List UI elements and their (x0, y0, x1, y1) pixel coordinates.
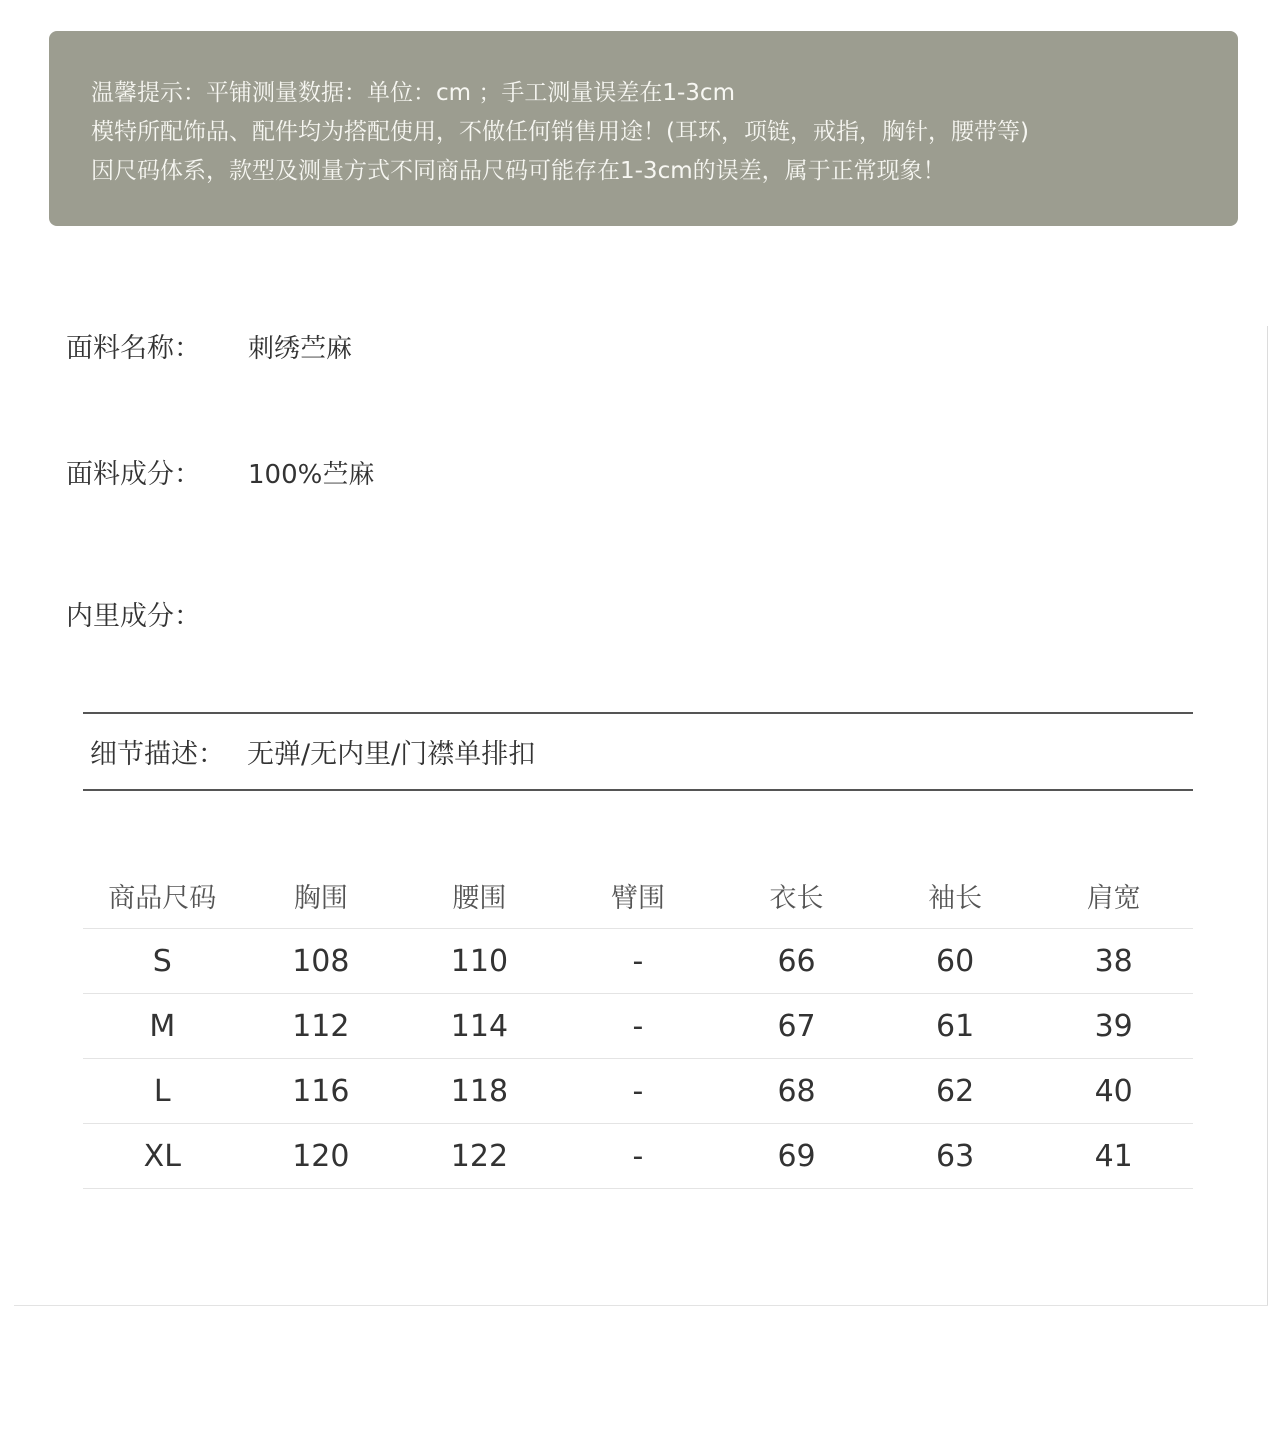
table-cell: 63 (876, 1124, 1035, 1189)
table-cell: L (83, 1059, 242, 1124)
table-cell: 114 (400, 994, 559, 1059)
table-cell: XL (83, 1124, 242, 1189)
table-cell: 60 (876, 929, 1035, 994)
table-row (83, 929, 1193, 994)
table-cell: 122 (400, 1124, 559, 1189)
table-cell: 61 (876, 994, 1035, 1059)
table-cell: - (559, 994, 718, 1059)
table-cell: 112 (242, 994, 401, 1059)
table-cell: 41 (1034, 1124, 1193, 1189)
detail-row (90, 732, 535, 771)
table-cell: 38 (1034, 929, 1193, 994)
detail-bottom-rule (83, 789, 1193, 791)
table-cell: 68 (717, 1059, 876, 1124)
table-row (83, 1059, 1193, 1124)
table-row (83, 1124, 1193, 1189)
table-cell: M (83, 994, 242, 1059)
header-length: 衣长 (717, 862, 876, 929)
table-cell: 66 (717, 929, 876, 994)
lining-label: 内里成分： (66, 601, 201, 632)
fabric-composition-value: 100%苎麻 (248, 460, 375, 490)
frame-right-border (1267, 326, 1268, 1306)
fabric-name-label: 面料名称： (66, 333, 201, 364)
table-cell: - (559, 929, 718, 994)
notice-line-error: 因尺码体系，款型及测量方式不同商品尺码可能存在1-3cm的误差，属于正常现象！ (91, 158, 946, 184)
detail-label: 细节描述： (90, 739, 225, 770)
detail-top-rule (83, 712, 1193, 714)
notice-line-accessories: 模特所配饰品、配件均为搭配使用，不做任何销售用途！(耳环，项链，戒指，胸针，腰带等) (91, 119, 1029, 145)
size-table (83, 862, 1193, 1189)
frame-bottom-border (14, 1305, 1268, 1306)
table-cell: 110 (400, 929, 559, 994)
header-arm: 臂围 (559, 862, 718, 929)
table-cell: 69 (717, 1124, 876, 1189)
fabric-composition-row (66, 452, 375, 491)
notice-banner (49, 31, 1238, 226)
table-cell: 40 (1034, 1059, 1193, 1124)
table-cell: 39 (1034, 994, 1193, 1059)
header-size: 商品尺码 (83, 862, 242, 929)
header-chest: 胸围 (242, 862, 401, 929)
header-sleeve: 袖长 (876, 862, 1035, 929)
table-cell: S (83, 929, 242, 994)
lining-row (66, 594, 201, 633)
fabric-name-row (66, 326, 353, 365)
table-cell: - (559, 1059, 718, 1124)
table-cell: 118 (400, 1059, 559, 1124)
table-cell: - (559, 1124, 718, 1189)
detail-value: 无弹/无内里/门襟单排扣 (247, 739, 536, 770)
table-cell: 108 (242, 929, 401, 994)
table-cell: 67 (717, 994, 876, 1059)
notice-line-unit: 温馨提示：平铺测量数据：单位：cm ；手工测量误差在1-3cm (91, 80, 735, 106)
table-cell: 62 (876, 1059, 1035, 1124)
fabric-name-value: 刺绣苎麻 (248, 334, 353, 364)
header-shoulder: 肩宽 (1034, 862, 1193, 929)
table-row (83, 994, 1193, 1059)
size-table-header (83, 862, 1193, 929)
table-cell: 120 (242, 1124, 401, 1189)
header-waist: 腰围 (400, 862, 559, 929)
table-cell: 116 (242, 1059, 401, 1124)
fabric-composition-label: 面料成分： (66, 459, 201, 490)
